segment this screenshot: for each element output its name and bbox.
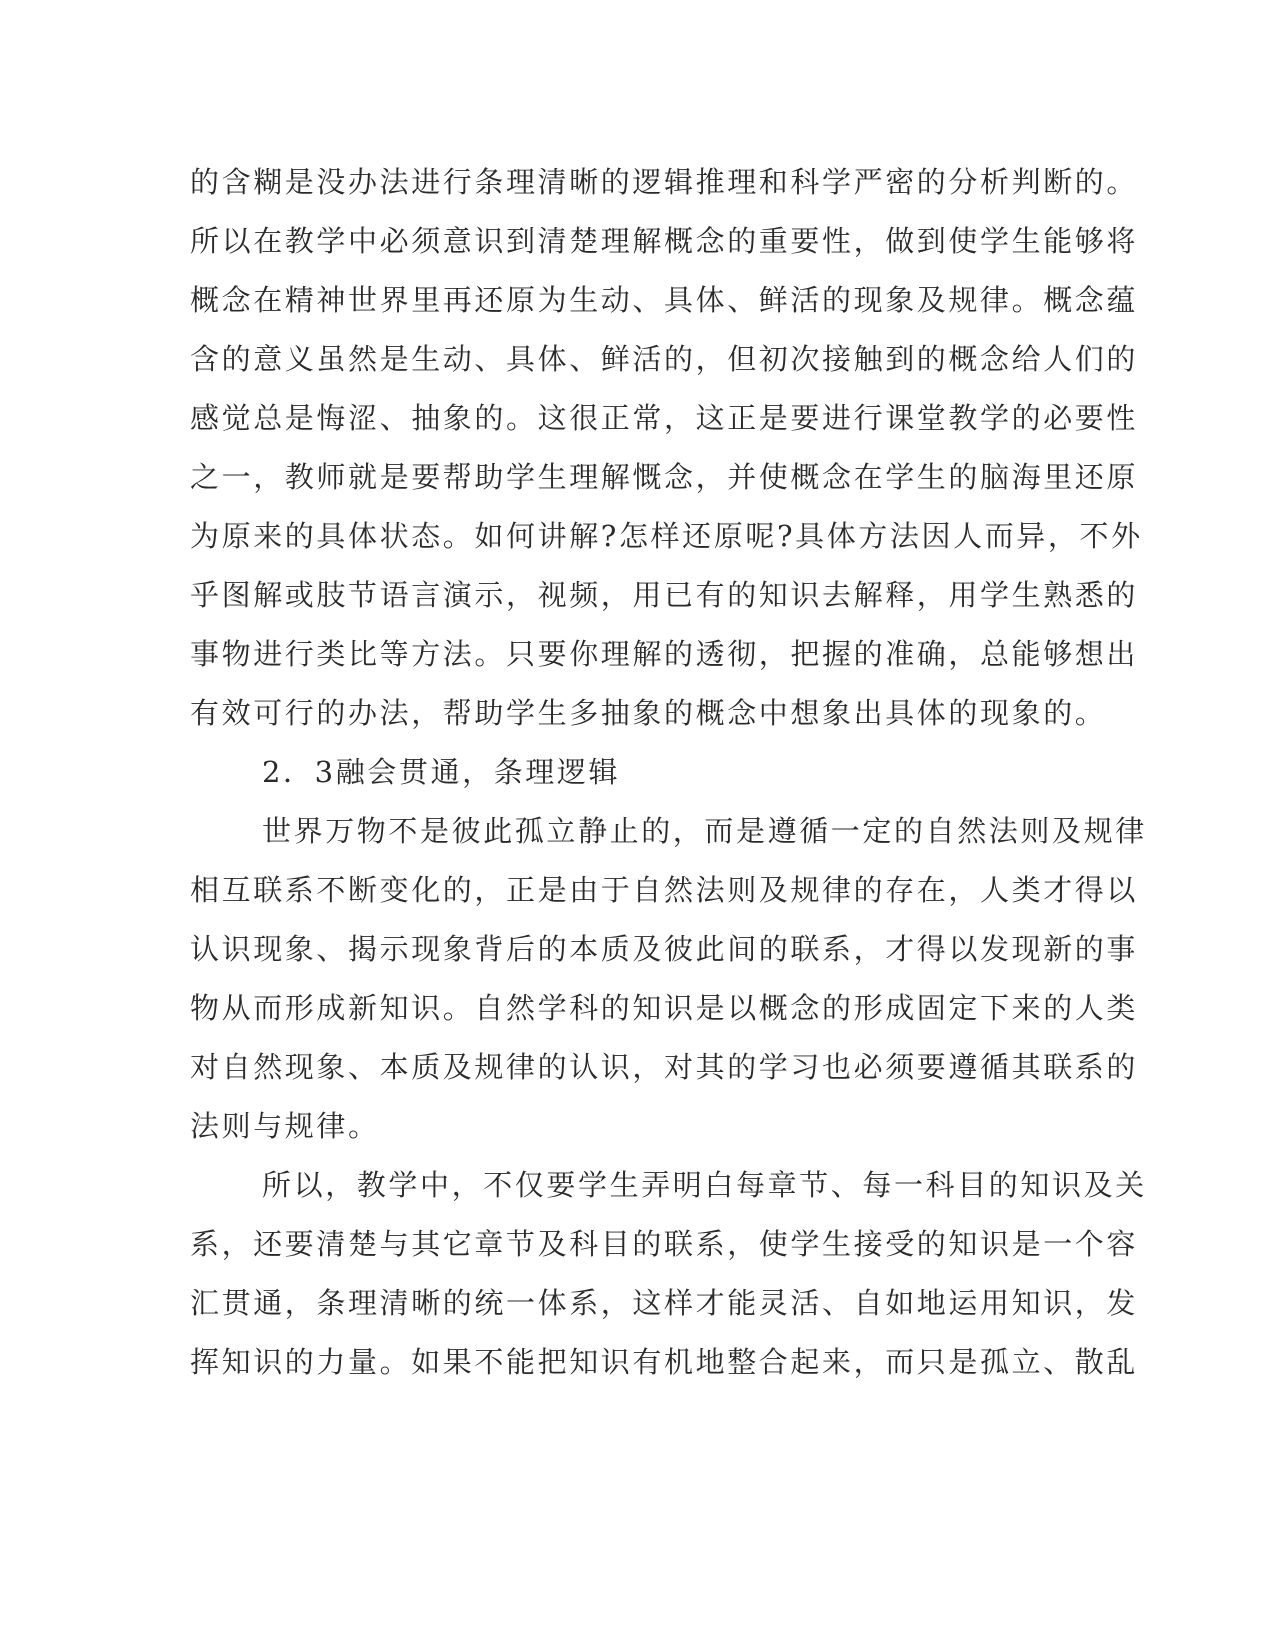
paragraph-line: 汇贯通，条理清晰的统一体系，这样才能灵活、自如地运用知识，发 (190, 1286, 1139, 1320)
paragraph-line: 认识现象、揭示现象背后的本质及彼此间的联系，才得以发现新的事 (190, 932, 1139, 966)
paragraph-line: 挥知识的力量。如果不能把知识有机地整合起来，而只是孤立、散乱 (190, 1345, 1139, 1379)
paragraph-line: 世界万物不是彼此孤立静止的，而是遵循一定的自然法则及规律 (262, 814, 1147, 848)
paragraph-line: 所以，教学中，不仅要学生弄明白每章节、每一科目的知识及关 (262, 1168, 1147, 1202)
paragraph-line: 的含糊是没办法进行条理清晰的逻辑推理和科学严密的分析判断的。 (190, 165, 1139, 199)
paragraph-line: 所以在教学中必须意识到清楚理解概念的重要性，做到使学生能够将 (190, 224, 1139, 258)
paragraph-line: 有效可行的办法，帮助学生多抽象的概念中想象出具体的现象的。 (190, 696, 1107, 730)
paragraph-line: 法则与规律。 (190, 1109, 380, 1143)
paragraph-line: 系，还要清楚与其它章节及科目的联系，使学生接受的知识是一个容 (190, 1227, 1139, 1261)
paragraph-line: 感觉总是悔涩、抽象的。这很正常，这正是要进行课堂教学的必要性 (190, 401, 1139, 435)
paragraph-line: 乎图解或肢节语言演示，视频，用已有的知识去解释，用学生熟悉的 (190, 578, 1139, 612)
paragraph-line: 物从而形成新知识。自然学科的知识是以概念的形成固定下来的人类 (190, 991, 1139, 1025)
paragraph-line: 概念在精神世界里再还原为生动、具体、鲜活的现象及规律。概念蕴 (190, 283, 1139, 317)
paragraph-line: 含的意义虽然是生动、具体、鲜活的，但初次接触到的概念给人们的 (190, 342, 1139, 376)
paragraph-line: 对自然现象、本质及规律的认识，对其的学习也必须要遵循其联系的 (190, 1050, 1139, 1084)
section-heading: 2．3融会贯通，条理逻辑 (262, 755, 621, 789)
paragraph-line: 相互联系不断变化的，正是由于自然法则及规律的存在，人类才得以 (190, 873, 1139, 907)
paragraph-line: 之一，教师就是要帮助学生理解慨念，并使概念在学生的脑海里还原 (190, 460, 1139, 494)
paragraph-line: 事物进行类比等方法。只要你理解的透彻，把握的准确，总能够想出 (190, 637, 1139, 671)
paragraph-line: 为原来的具体状态。如何讲解?怎样还原呢?具体方法因人而异，不外 (190, 519, 1143, 553)
